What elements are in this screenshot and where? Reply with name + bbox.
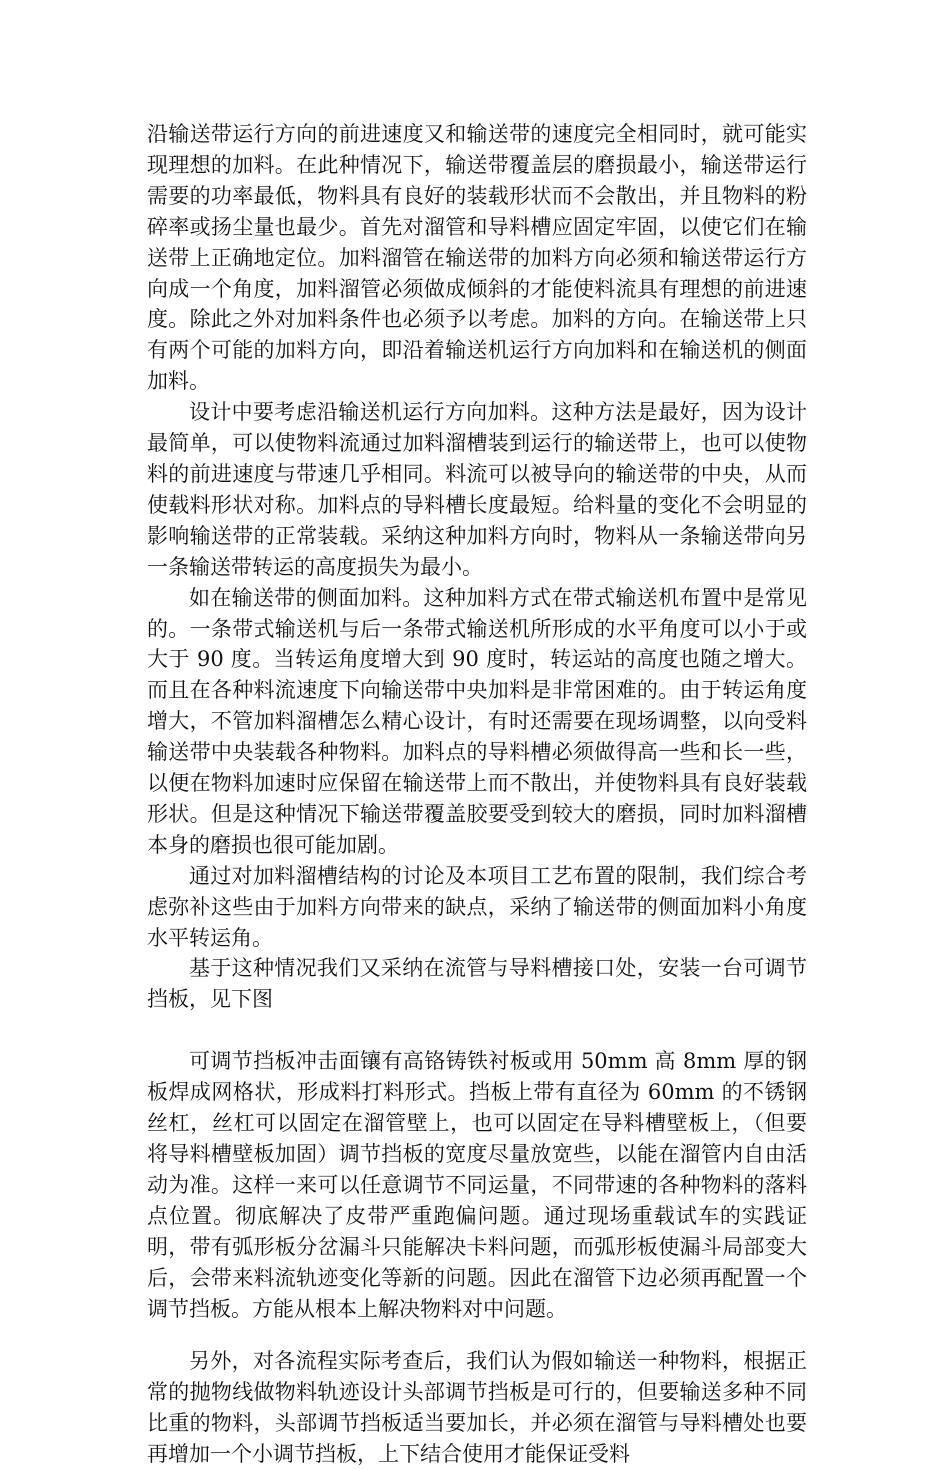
paragraph-design-choice: 通过对加料溜槽结构的讨论及本项目工艺布置的限制，我们综合考虑弥补这些由于加料方向带来的缺点，采纳了输送带的侧面加料小角度水平转运角。 [147,863,807,950]
paragraph-adjustable-baffle-intro: 基于这种情况我们又采纳在流管与导料槽接口处，安装一台可调节挡板，见下图 [147,956,807,1012]
paragraph-adjustable-baffle-details: 可调节挡板冲击面镶有高铬铸铁衬板或用 50mm 高 8mm 厚的钢板焊成网格状，形成料打料形式。挡板上带有直径为 60mm 的不锈钢丝杠，丝杠可以固定在溜管壁上，也可以固定在导料槽壁板上，（但要将导料槽壁板加固）调节挡板的宽度尽量放宽些，以能在溜管内自由活动为准。这样一来可以任意调节不同运量，不同带速的各种物料的落料点位置。彻底解决了皮带严重跑偏问题。通过现场重载试车的实践证明，带有弧形板分岔漏斗只能解决卡料问题，而弧形板使漏斗局部变大后，会带来料流轨迹变化等新的问题。因此在溜管下边必须再配置一个调节挡板。方能从根本上解决物料对中问题。 [147,1049,807,1321]
paragraph-gap [147,1324,807,1346]
figure-gap [147,1015,807,1046]
body-text [147,119,807,1470]
paragraph-side-feeding: 如在输送带的侧面加料。这种加料方式在带式输送机布置中是常见的。一条带式输送机与后一条带式输送机所形成的水平角度可以小于或大于 90 度。当转运角度增大到 90 度时，转运站的高度也随之增大。而且在各种料流速度下向输送带中央加料是非常困难的。由于转运角度增大，不管加料溜槽怎么精心设计，有时还需要在现场调整，以向受料输送带中央装载各种物料。加料点的导料槽必须做得高一些和长一些，以便在物料加速时应保留在输送带上而不散出，并使物料具有良好装载形状。但是这种情况下输送带覆盖胶要受到较大的磨损，同时加料溜槽本身的磨损也很可能加剧。 [147,585,807,857]
paragraph-additional-findings: 另外，对各流程实际考查后，我们认为假如输送一种物料，根据正常的抛物线做物料轨迹设计头部调节挡板是可行的，但要输送多种不同比重的物料，头部调节挡板适当要加长，并必须在溜管与导料槽处也要再增加一个小调节挡板，上下结合使用才能保证受料 [147,1349,807,1467]
paragraph-along-direction-feeding: 设计中要考虑沿输送机运行方向加料。这种方法是最好，因为设计最简单，可以使物料流通过加料溜槽装到运行的输送带上，也可以使物料的前进速度与带速几乎相同。料流可以被导向的输送带的中央，从而使载料形状对称。加料点的导料槽长度最短。给料量的变化不会明显的影响输送带的正常装载。采纳这种加料方向时，物料从一条输送带向另一条输送带转运的高度损失为最小。 [147,400,807,579]
paragraph-feed-direction-intro: 沿输送带运行方向的前进速度又和输送带的速度完全相同时，就可能实现理想的加料。在此种情况下，输送带覆盖层的磨损最小，输送带运行需要的功率最低，物料具有良好的装载形状而不会散出，并且物料的粉碎率或扬尘量也最少。首先对溜管和导料槽应固定牢固，以使它们在输送带上正确地定位。加料溜管在输送带的加料方向必须和输送带运行方向成一个角度，加料溜管必须做成倾斜的才能使料流具有理想的前进速度。除此之外对加料条件也必须予以考虑。加料的方向。在输送带上只有两个可能的加料方向，即沿着输送机运行方向加料和在输送机的侧面加料。 [147,122,807,394]
